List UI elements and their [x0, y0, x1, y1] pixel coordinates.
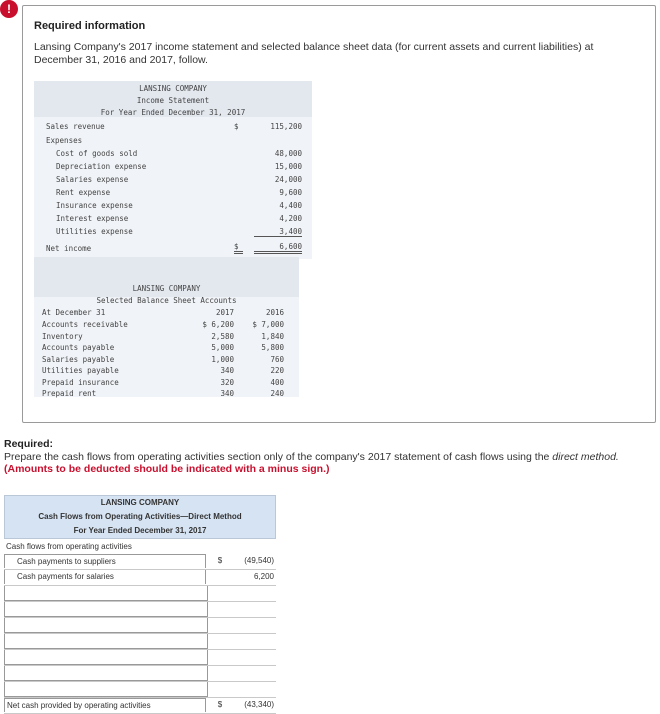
balance-sheet-header	[34, 257, 299, 305]
balance-value-2017: 340	[220, 366, 234, 375]
cf-row-amount-input[interactable]	[234, 650, 276, 664]
expense-value: 48,000	[274, 149, 302, 158]
cf-period: For Year Ended December 31, 2017	[73, 526, 207, 535]
balance-value-2016: 240	[270, 389, 284, 398]
cf-row-amount-input[interactable]	[234, 618, 276, 632]
cf-row-label-input[interactable]	[4, 634, 208, 649]
cash-flow-form	[4, 495, 276, 714]
cf-row-amount-input[interactable]	[234, 602, 276, 616]
expense-label: Rent expense	[56, 188, 111, 197]
balance-row-label: Prepaid rent	[42, 389, 97, 398]
sales-label: Sales revenue	[46, 122, 105, 131]
cf-row-currency	[206, 650, 234, 664]
cf-row-currency	[206, 570, 234, 584]
cf-row-label-input[interactable]	[4, 650, 208, 665]
balance-value-2016: $ 7,000	[252, 320, 284, 329]
balance-sheet-accounts	[34, 257, 299, 397]
cf-row-label-input[interactable]	[4, 666, 208, 681]
expenses-label: Expenses	[46, 136, 83, 145]
required-text-method: direct method.	[552, 451, 619, 463]
cash-flow-header	[4, 495, 276, 539]
cf-row-currency	[206, 618, 234, 632]
cf-row-currency	[206, 586, 234, 600]
expense-label: Interest expense	[56, 214, 129, 223]
cf-row-label-input[interactable]	[4, 682, 208, 697]
cf-row-amount-input[interactable]: 6,200	[253, 572, 274, 581]
info-title: Required information	[34, 20, 146, 32]
expense-value: 4,400	[279, 201, 302, 210]
balance-value-2016: 1,840	[261, 331, 284, 341]
cf-title: Cash Flows from Operating Activities—Direct Method	[38, 512, 242, 521]
net-income-label: Net income	[46, 244, 92, 253]
required-title: Required:	[4, 438, 54, 450]
balance-row-label: Salaries payable	[42, 354, 115, 364]
cf-total-currency: $	[217, 700, 223, 709]
cf-row	[4, 666, 276, 682]
cf-row-label-input[interactable]: Cash payments for salaries	[4, 570, 206, 584]
balance-col-label: At December 31	[42, 308, 106, 317]
required-note: (Amounts to be deducted should be indicated with a minus sign.)	[4, 463, 330, 475]
balance-value-2016: 760	[270, 354, 284, 364]
info-text: Lansing Company's 2017 income statement and selected balance sheet data (for current assets and current liabilities) at December 31, 2016 and 2017, follow.	[34, 41, 594, 66]
cf-total-row	[4, 698, 276, 714]
cf-row	[4, 586, 276, 602]
balance-value-2017: 2,580	[211, 331, 234, 341]
net-income-value: 6,600	[254, 242, 302, 254]
cf-total-value[interactable]: (43,340)	[244, 700, 274, 709]
required-information-panel	[22, 5, 656, 423]
income-period: For Year Ended December 31, 2017	[100, 108, 246, 117]
sales-value: 115,200	[270, 122, 302, 131]
cf-row-label-input[interactable]	[4, 618, 208, 633]
cf-row-currency	[206, 634, 234, 648]
cf-row	[4, 602, 276, 618]
alert-icon: !	[0, 0, 18, 18]
required-text	[4, 451, 654, 463]
cf-row	[4, 570, 276, 586]
cf-row-amount-input[interactable]	[234, 634, 276, 648]
expense-label: Salaries expense	[56, 175, 129, 184]
income-statement-header	[34, 81, 312, 117]
balance-row-label: Utilities payable	[42, 366, 119, 375]
required-text-main: Prepare the cash flows from operating activities section only of the company's 2017 statement of cash flows using the	[4, 451, 553, 463]
cf-row-amount-input[interactable]	[234, 666, 276, 680]
expense-value: 15,000	[274, 162, 302, 171]
expense-value: 3,400	[254, 227, 302, 237]
balance-value-2017: 5,000	[211, 343, 234, 352]
cf-total-label: Net cash provided by operating activities	[4, 698, 206, 712]
balance-row-label: Inventory	[42, 331, 83, 341]
cf-row-currency	[206, 682, 234, 696]
cf-row-label-input[interactable]	[4, 586, 208, 601]
cf-row-label-input[interactable]	[4, 602, 208, 617]
expense-label: Insurance expense	[56, 201, 133, 210]
balance-value-2017: 320	[220, 377, 234, 387]
sales-currency: $	[234, 122, 239, 131]
cf-row-amount-input[interactable]	[234, 682, 276, 696]
cf-row-label-input[interactable]: Cash payments to suppliers	[4, 554, 206, 568]
balance-value-2016: 5,800	[261, 343, 284, 352]
expense-label: Cost of goods sold	[56, 149, 138, 158]
expense-value: 24,000	[274, 175, 302, 184]
cf-section-label: Cash flows from operating activities	[6, 542, 132, 551]
balance-row-label: Prepaid insurance	[42, 377, 119, 387]
cf-company: LANSING COMPANY	[100, 498, 180, 507]
balance-value-2016: 400	[270, 377, 284, 387]
cf-row-amount-input[interactable]: (49,540)	[244, 556, 274, 565]
cf-row-currency	[206, 602, 234, 616]
income-title: Income Statement	[136, 96, 210, 105]
balance-company: LANSING COMPANY	[132, 284, 201, 293]
expense-value: 9,600	[279, 188, 302, 197]
balance-value-2016: 220	[270, 366, 284, 375]
balance-row-label: Accounts payable	[42, 343, 115, 352]
balance-row-label: Accounts receivable	[42, 320, 128, 329]
balance-title: Selected Balance Sheet Accounts	[96, 296, 237, 305]
expense-label: Depreciation expense	[56, 162, 147, 171]
cf-section-row	[4, 539, 276, 554]
expense-value: 4,200	[279, 214, 302, 223]
balance-year-2016: 2016	[265, 308, 284, 317]
income-company: LANSING COMPANY	[139, 84, 207, 93]
net-income-currency: $	[234, 242, 243, 254]
cf-row	[4, 554, 276, 570]
cf-row-currency	[206, 666, 234, 680]
income-statement	[34, 81, 312, 259]
cf-row-currency: $	[217, 556, 223, 565]
balance-value-2017: 1,000	[211, 354, 234, 364]
cf-row	[4, 618, 276, 634]
cf-row-amount-input[interactable]	[234, 586, 276, 600]
balance-year-2017: 2017	[215, 308, 234, 317]
cf-row	[4, 650, 276, 666]
expense-label: Utilities expense	[56, 227, 133, 236]
cf-row	[4, 682, 276, 698]
cf-row	[4, 634, 276, 650]
balance-value-2017: $ 6,200	[202, 320, 234, 329]
balance-value-2017: 340	[220, 389, 234, 398]
